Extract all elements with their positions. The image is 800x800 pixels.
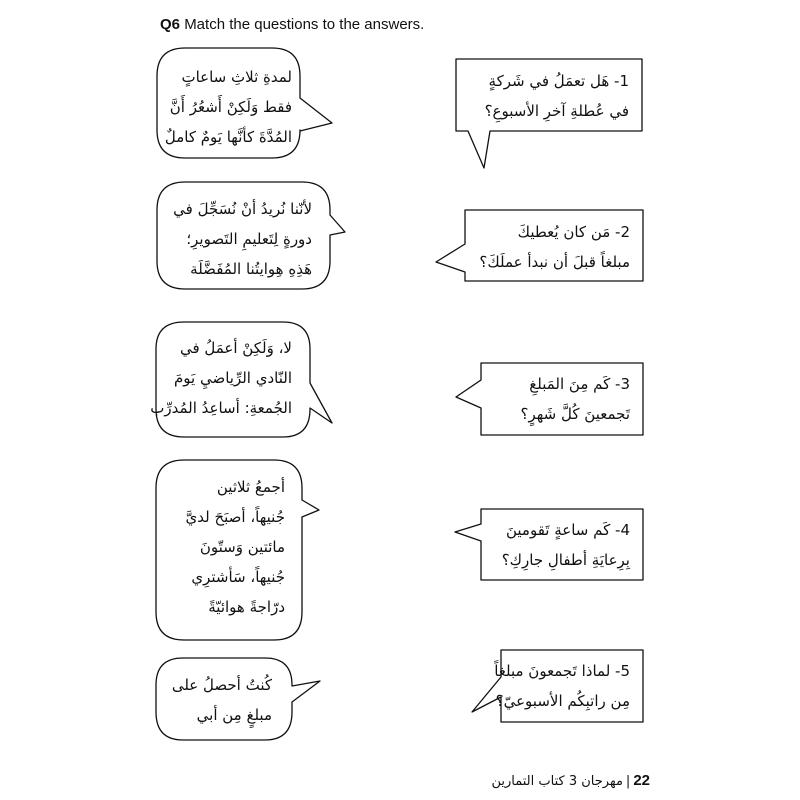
question-text-1 [485, 66, 629, 126]
answer-1-line-3: المُدَّةَ كأنَّها يَومٌ كاملٌ [164, 128, 292, 146]
question-text-3 [521, 369, 630, 429]
answer-text-3 [150, 333, 292, 423]
question-2-line-2: مبلغاً قبلَ أن نبدأ عملَكَ؟ [479, 253, 630, 271]
question-1-line-2: في عُطلةِ آخرِ الأسبوعِ؟ [484, 102, 629, 120]
answer-text-2 [173, 194, 312, 284]
page-number: 22 [633, 772, 650, 789]
answer-4-line-5: درّاجةً هوائيّةً [208, 598, 285, 616]
question-2-line-1: 2- مَن كان يُعطيكَ [517, 223, 630, 241]
answer-5-line-1: كُنتُ أحصلُ على [171, 676, 272, 694]
answer-4-line-1: أجمعُ ثلاثين [216, 478, 285, 496]
footer-separator: | [625, 774, 631, 789]
answer-1-line-1: لمدةِ ثلاثِ ساعاتٍ [181, 68, 292, 86]
answer-2-line-2: دورةٍ لِتَعليمِ التَصويرِ؛ [186, 230, 312, 248]
question-5-line-2: مِن راتبِكُم الأسبوعيّ؟ [495, 692, 630, 710]
answer-text-4 [186, 472, 286, 622]
answer-text-5 [172, 670, 272, 730]
answer-4-line-4: جُنيهاً، سَأشترِي [191, 568, 285, 586]
question-3-line-1: 3- كَم مِنَ المَبلغِ [529, 375, 630, 393]
answer-3-line-3: الجُمعةِ: أساعِدُ المُدرِّب [150, 399, 292, 417]
answer-3-line-2: النّادي الرِّياضيِ يَومَ [173, 369, 292, 387]
answer-2-line-1: لأنّنا نُريدُ أنْ نُسَجِّلَ في [173, 200, 312, 218]
question-number: Q6 [160, 16, 181, 33]
question-text-2 [479, 217, 630, 277]
answer-2-line-3: هَذِهِ هِوايتُنا المُفَضَّلَة [190, 260, 312, 278]
question-1-line-1: 1- هَل تعمَلُ في شَركةٍ [488, 72, 629, 90]
question-text-4 [502, 515, 630, 575]
answer-3-line-1: لا، وَلَكِنْ أعمَلُ في [179, 339, 292, 357]
answer-4-line-3: مائتين وَستّونَ [199, 538, 285, 556]
page-footer [491, 772, 650, 789]
answer-text-1 [165, 62, 292, 152]
answer-5-line-2: مبلغٍ مِن أبي [196, 706, 272, 724]
question-5-line-1: 5- لماذا تَجمعونَ مبلغاً [494, 662, 630, 680]
exercise-instruction: Match the questions to the answers. [184, 16, 425, 33]
question-3-line-2: تَجمعينَ كُلَّ شَهرٍ؟ [520, 405, 630, 423]
answer-1-line-2: فقط وَلَكِنْ أَشعُرُ أَنَّ [169, 98, 292, 116]
question-text-5 [494, 656, 630, 716]
answer-4-line-2: جُنيهاً، أصبَحَ لديَّ [185, 508, 285, 526]
question-4-line-1: 4- كَم ساعةٍ تَقومينَ [505, 521, 630, 539]
question-4-line-2: بِرِعايَةِ أطفالِ جارِكِ؟ [501, 551, 630, 569]
book-title: مهرجان 3 كتاب التمارين [491, 774, 623, 789]
